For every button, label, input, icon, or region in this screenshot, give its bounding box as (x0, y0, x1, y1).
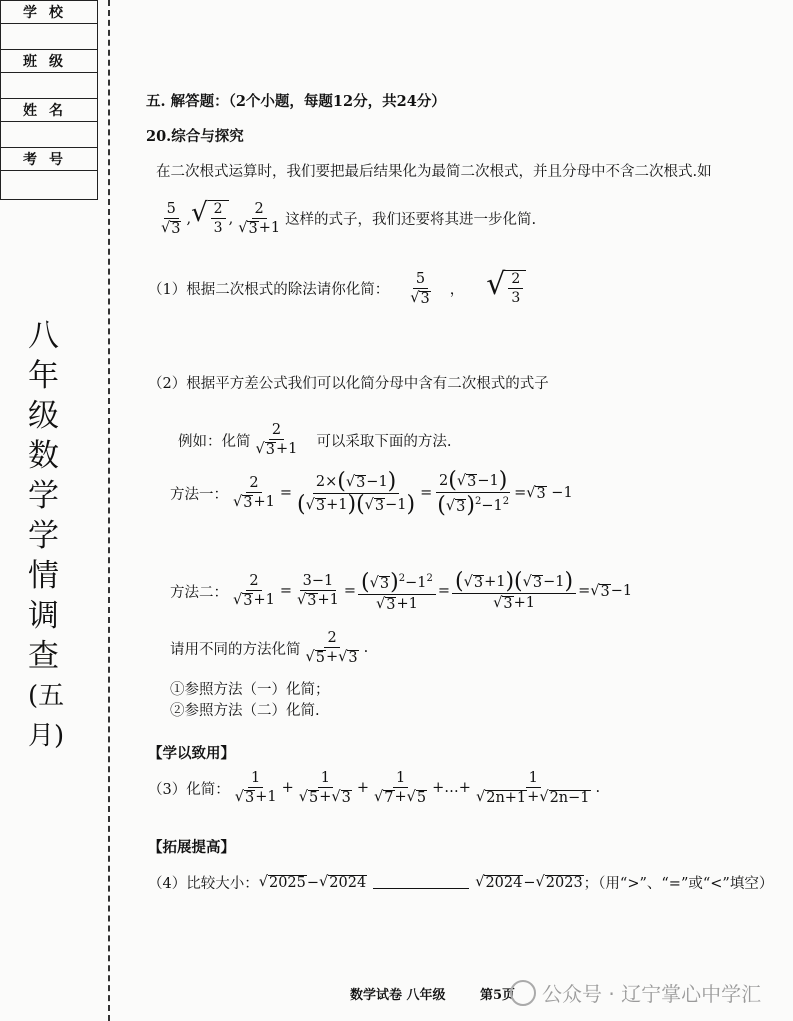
please-simplify-label: 请用不同的方法化简 (170, 641, 301, 658)
class-field[interactable] (1, 73, 98, 99)
part-3: （3）化简： 1 √ 3 +1 + 1 √ 5 + √ 3 + 1 √ 7 + √ 5 +…+ 1 √ 2n+1 + √ 2n−1 . (148, 770, 601, 806)
formula-2-over-sqrt3-plus-1: 2 √ 3 +1 (238, 200, 281, 237)
step-2: ②参照方法（二）化简. (170, 703, 320, 719)
intro-line-2: 5 √ 3 , √ $\frac{2}{3}$ , 2 √ 3 +1 这样的式子，我们还要将其进一步化简. (156, 200, 536, 237)
part-1-label: （1）根据二次根式的除法请你化简： (148, 282, 390, 298)
part-1: （1）根据二次根式的除法请你化简： 5 √ 3 ， √ $\frac{2}{3}$ (148, 270, 526, 307)
part-2-label: （2）根据平方差公式我们可以化简分母中含有二次根式的式子 (148, 376, 549, 392)
method-1-label: 方法一： (170, 486, 228, 503)
footer-exam: 数学试卷 八年级 (350, 988, 446, 1003)
wechat-icon (510, 980, 536, 1006)
method-1: 方法一： 2 √ 3 +1 = 2×( √ 3 −1) ( √ 3 +1)( √ 3 −1) = 2( √ 3 −1) ( √ 3 )$^2-1^2$ = √ 3 −1 (170, 468, 573, 518)
watermark-text: 公众号 · 辽宁掌心中学汇 (542, 982, 762, 1006)
vertical-title (28, 316, 65, 756)
vtitle-char: 年 (28, 358, 59, 394)
vtitle-char: 八 (28, 318, 59, 354)
please-simplify: 请用不同的方法化简 2 √ 5 + √ 3 . (170, 630, 369, 666)
extend-heading: 【拓展提高】 (148, 839, 235, 856)
vtitle-char: 情 (28, 558, 59, 594)
part-4-tail: ；（用“>”、“=”或“<”填空） (583, 876, 774, 892)
formula-sqrt-2-over-3: √ $\frac{2}{3}$ (191, 200, 229, 237)
class-label: 班级 (1, 50, 98, 73)
part-3-label: （3）化简： (148, 781, 230, 798)
part-4: （4）比较大小： √ 2025 − √ 2024 √ 2024 − √ 2023 ；（用“>”、“=”或“<”填空） (148, 873, 774, 892)
watermark (510, 978, 761, 1007)
example-prefix: 例如：化简 (178, 433, 251, 450)
question-20-title: 20.综合与探究 (146, 128, 244, 145)
vtitle-char: 数 (28, 438, 59, 474)
vtitle-char: 查 (28, 638, 59, 674)
method-2: 方法二： 2 √ 3 +1 = 3−1 √ 3 +1 = ( √ 3 )$^2-1^2$ √ 3 +1 = ( √ 3 +1)( √ 3 −1) √ 3 +1 = √ 3 −1 (170, 568, 633, 613)
simplify-expr: 2 √ 5 + √ 3 (305, 630, 358, 666)
learn-apply-heading: 【学以致用】 (148, 745, 235, 762)
part-1-expr-b: √ $\frac{2}{3}$ (486, 270, 526, 307)
name-label: 姓名 (1, 99, 98, 122)
example-suffix: 可以采取下面的方法. (316, 433, 452, 450)
school-field[interactable] (1, 24, 98, 50)
binding-dashed-line (108, 0, 110, 1021)
school-label: 学校 (1, 1, 98, 24)
vtitle-char: (五 (28, 681, 65, 711)
vtitle-char: 月) (28, 721, 65, 751)
example-expr: 2 √ 3 +1 (255, 422, 298, 458)
example-line (178, 422, 451, 458)
part-4-label: （4）比较大小： (148, 876, 259, 892)
intro-line-1: 在二次根式运算时，我们要把最后结果化为最简二次根式，并且分母中不含二次根式.如 (156, 164, 712, 180)
student-info-table (0, 0, 98, 200)
method-2-label: 方法二： (170, 584, 228, 601)
part-1-expr-a: 5 √ 3 (410, 270, 430, 307)
footer-page: 第5页 (480, 988, 516, 1003)
vtitle-char: 学 (28, 478, 59, 514)
exam-number-label: 考号 (1, 148, 98, 171)
formula-5-over-sqrt3: 5 √ 3 (161, 200, 181, 237)
name-field[interactable] (1, 122, 98, 148)
answer-blank[interactable] (373, 876, 469, 889)
vtitle-char: 调 (28, 598, 59, 634)
step-1: ①参照方法（一）化简； (170, 682, 330, 698)
vtitle-char: 级 (28, 398, 59, 434)
section-heading: 五. 解答题：（2个小题，每题12分，共24分） (146, 93, 446, 110)
vtitle-char: 学 (28, 518, 59, 554)
exam-number-field[interactable] (1, 171, 98, 200)
intro-line-2-tail: 这样的式子，我们还要将其进一步化简. (285, 212, 537, 228)
